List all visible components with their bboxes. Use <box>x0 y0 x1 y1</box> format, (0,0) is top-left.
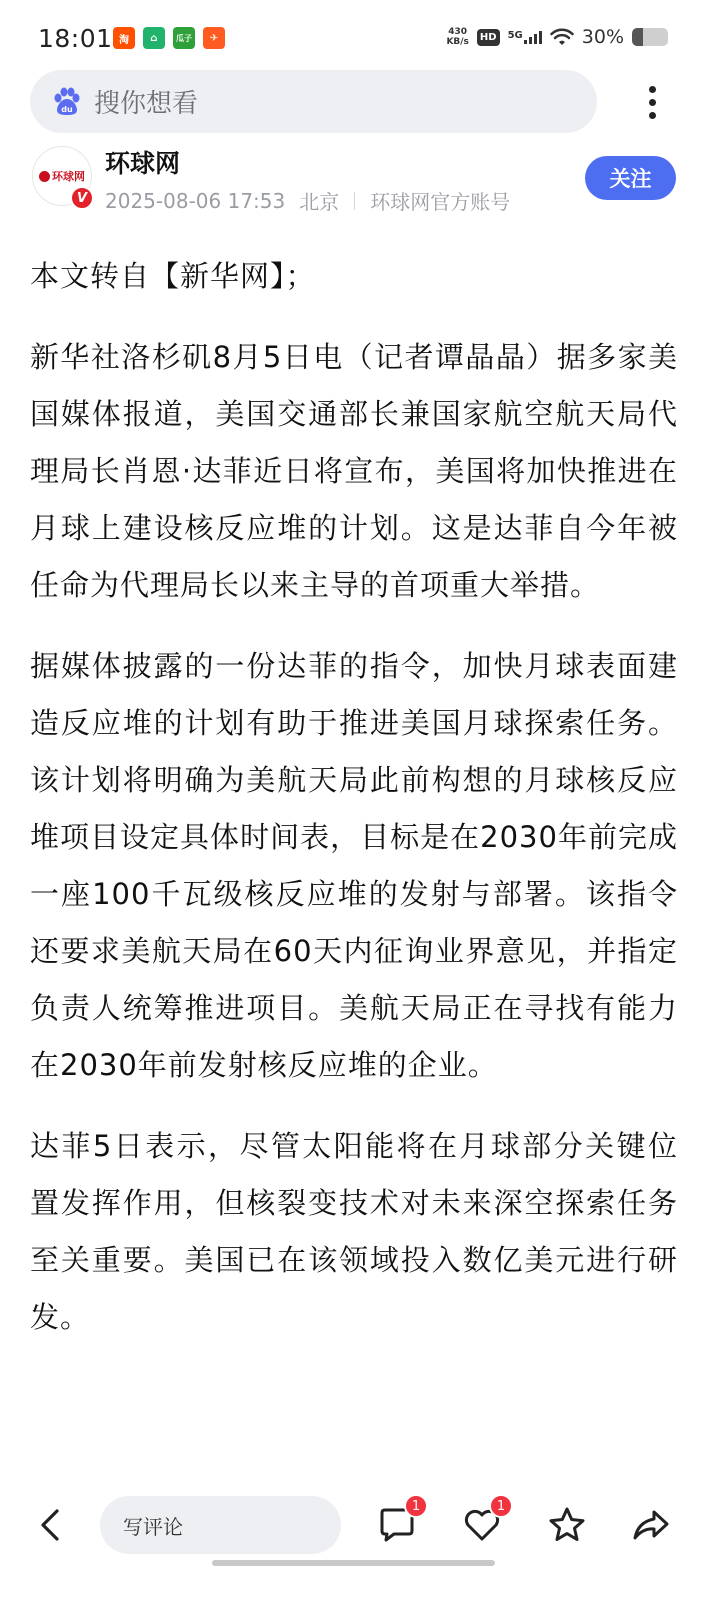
back-arrow-icon[interactable] <box>30 1504 72 1546</box>
more-dot-icon <box>649 99 656 106</box>
status-bar <box>0 0 720 76</box>
author-meta <box>105 186 510 215</box>
author-name[interactable]: 环球网 <box>105 149 181 178</box>
more-options-button[interactable] <box>630 80 674 124</box>
battery-percent: 30% <box>581 26 624 48</box>
article-paragraph: 据媒体披露的一份达菲的指令，加快月球表面建造反应堆的计划有助于推进美国月球探索任务。该计划将明确为美航天局此前构想的月球核反应堆项目设定具体时间表，目标是在2030年前完成一座100千瓦级核反应堆的发射与部署。该指令还要求美航天局在60天内征询业界意见，并指定负责人统筹推进项目。美航天局正在寻找有能力在2030年前发射核反应堆的企业。 <box>30 649 678 1082</box>
baidu-paw-icon <box>50 86 82 118</box>
battery-fill <box>632 28 643 46</box>
home-indicator[interactable] <box>212 1560 495 1566</box>
home-app-icon: ⌂ <box>143 27 165 49</box>
network-speed <box>446 27 468 47</box>
comment-count-badge: 1 <box>404 1494 428 1518</box>
bottom-action-bar <box>0 1484 720 1600</box>
like-count-badge: 1 <box>489 1494 513 1518</box>
star-icon[interactable] <box>546 1504 588 1546</box>
publish-date: 2025-08-06 17:53 <box>105 188 286 213</box>
svg-text:du: du <box>61 104 73 114</box>
verified-badge-icon: V <box>70 186 94 210</box>
share-icon[interactable] <box>630 1504 672 1546</box>
search-bar[interactable] <box>30 70 597 133</box>
guazi-icon: 瓜子 <box>173 27 195 49</box>
write-comment-input[interactable]: 写评论 <box>100 1496 341 1554</box>
account-type: 环球网官方账号 <box>370 190 511 214</box>
article-paragraph: 达菲5日表示，尽管太阳能将在月球部分关键位置发挥作用，但核裂变技术对未来深空探索任务至关重要。美国已在该领域投入数亿美元进行研发。 <box>30 1129 678 1334</box>
wifi-icon <box>550 27 574 47</box>
cellular-signal-icon <box>508 30 542 44</box>
huanqiu-logo: 环球网 <box>39 168 85 184</box>
network-speed-unit: KB/s <box>446 37 469 47</box>
article-paragraph: 新华社洛杉矶8月5日电（记者谭晶晶）据多家美国媒体报道，美国交通部长兼国家航空航天局代理局长肖恩·达菲近日将宣布，美国将加快推进在月球上建设核反应堆的计划。这是达菲自今年被任命为代理局长以来主导的首项重大举措。 <box>30 340 678 602</box>
article-body <box>30 248 678 1346</box>
taobao-icon: 淘 <box>113 27 135 49</box>
follow-button[interactable]: 关注 <box>585 156 676 200</box>
publish-location: 北京 <box>299 190 340 214</box>
network-speed-value: 430 <box>448 27 468 37</box>
bolt-app-icon: ✈ <box>203 27 225 49</box>
search-input[interactable]: 搜你想看 <box>94 89 199 119</box>
more-dot-icon <box>649 86 656 93</box>
more-dot-icon <box>649 112 656 119</box>
status-time: 18:01 <box>38 24 113 53</box>
hd-icon: HD <box>477 29 500 46</box>
article-paragraph: 本文转自【新华网】； <box>30 259 316 293</box>
status-indicators <box>446 26 668 48</box>
meta-divider <box>354 192 355 210</box>
battery-icon <box>632 28 668 46</box>
notification-app-icons <box>113 27 225 49</box>
network-type: 5G <box>507 30 523 41</box>
